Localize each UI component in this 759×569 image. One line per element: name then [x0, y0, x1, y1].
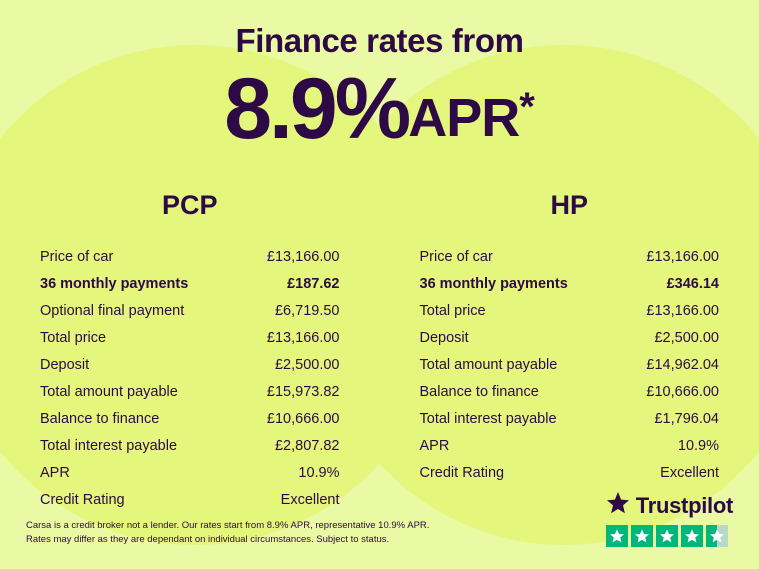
row-label: Total interest payable — [419, 410, 557, 427]
row-value: £13,166.00 — [266, 248, 340, 265]
row-value: £10,666.00 — [646, 383, 719, 400]
row-value: £2,500.00 — [274, 356, 340, 373]
finance-columns — [0, 190, 759, 513]
row-value: £2,500.00 — [654, 329, 719, 346]
finance-column-pcp — [0, 190, 380, 513]
row-value: £6,719.50 — [274, 302, 340, 319]
row-value: £2,807.82 — [274, 437, 340, 454]
table-row — [40, 486, 340, 513]
row-label: Optional final payment — [40, 302, 185, 319]
headline-rate-apr: APR — [408, 88, 520, 148]
row-label: Deposit — [40, 356, 90, 373]
rating-star-half-icon — [706, 525, 728, 547]
row-label: Deposit — [419, 329, 469, 346]
column-title-pcp: PCP — [161, 190, 218, 220]
row-label: Total amount payable — [40, 383, 178, 400]
trustpilot-rating — [606, 525, 733, 547]
disclaimer — [26, 519, 429, 548]
row-value: £13,166.00 — [646, 248, 719, 265]
row-label: APR — [419, 437, 450, 454]
row-value: £14,962.04 — [646, 356, 719, 373]
row-label: Total interest payable — [40, 437, 178, 454]
row-label: Credit Rating — [419, 464, 505, 481]
trustpilot-label: Trustpilot — [635, 492, 733, 518]
headline-rate-asterisk: * — [519, 85, 535, 129]
row-value: 10.9% — [298, 464, 340, 481]
table-row — [40, 378, 340, 405]
disclaimer-line-1: Carsa is a credit broker not a lender. Our rates start from 8.9% APR, representative 10.9% APR. — [26, 519, 430, 531]
trustpilot-star-icon — [606, 491, 630, 520]
row-value: £13,166.00 — [646, 302, 719, 319]
row-label: Price of car — [40, 248, 114, 265]
table-row — [420, 297, 720, 324]
row-label: Total price — [419, 302, 486, 319]
table-row — [40, 432, 340, 459]
row-label: APR — [40, 464, 70, 481]
row-value: £15,973.82 — [266, 383, 340, 400]
row-value: £13,166.00 — [266, 329, 340, 346]
row-value: £187.62 — [287, 275, 340, 292]
table-row — [420, 270, 720, 297]
table-row — [40, 243, 340, 270]
row-label: Balance to finance — [419, 383, 539, 400]
table-row — [420, 405, 720, 432]
row-value: Excellent — [660, 464, 719, 481]
row-value: £10,666.00 — [266, 410, 340, 427]
rating-star-icon — [631, 525, 653, 547]
trustpilot-widget[interactable] — [606, 491, 733, 547]
table-row — [420, 378, 720, 405]
finance-column-hp — [380, 190, 759, 513]
table-row — [420, 243, 720, 270]
rating-star-icon — [656, 525, 678, 547]
row-value: 10.9% — [677, 437, 719, 454]
row-value: £1,796.04 — [654, 410, 719, 427]
table-row — [40, 324, 340, 351]
headline-rate-number: 8.9% — [224, 61, 409, 157]
row-label: Total amount payable — [419, 356, 558, 373]
row-label: 36 monthly payments — [40, 275, 189, 292]
table-row — [420, 459, 720, 486]
pcp-rows — [40, 243, 340, 513]
table-row — [420, 351, 720, 378]
rating-star-icon — [681, 525, 703, 547]
table-row — [40, 297, 340, 324]
rating-star-icon — [606, 525, 628, 547]
row-label: Price of car — [419, 248, 493, 265]
row-label: Credit Rating — [40, 491, 125, 508]
row-value: Excellent — [280, 491, 340, 508]
table-row — [420, 324, 720, 351]
disclaimer-line-2: Rates may differ as they are dependant on individual circumstances. Subject to status. — [26, 533, 390, 545]
column-title-hp: HP — [550, 190, 588, 220]
headline-rate — [0, 61, 759, 157]
row-label: Total price — [40, 329, 107, 346]
table-row — [420, 432, 720, 459]
table-row — [40, 459, 340, 486]
hp-rows — [420, 243, 720, 486]
table-row — [40, 351, 340, 378]
page-title: Finance rates from — [235, 22, 524, 59]
row-label: 36 monthly payments — [419, 275, 568, 292]
table-row — [40, 405, 340, 432]
table-row — [40, 270, 340, 297]
row-value: £346.14 — [666, 275, 719, 292]
row-label: Balance to finance — [40, 410, 160, 427]
trustpilot-brand — [606, 491, 733, 520]
